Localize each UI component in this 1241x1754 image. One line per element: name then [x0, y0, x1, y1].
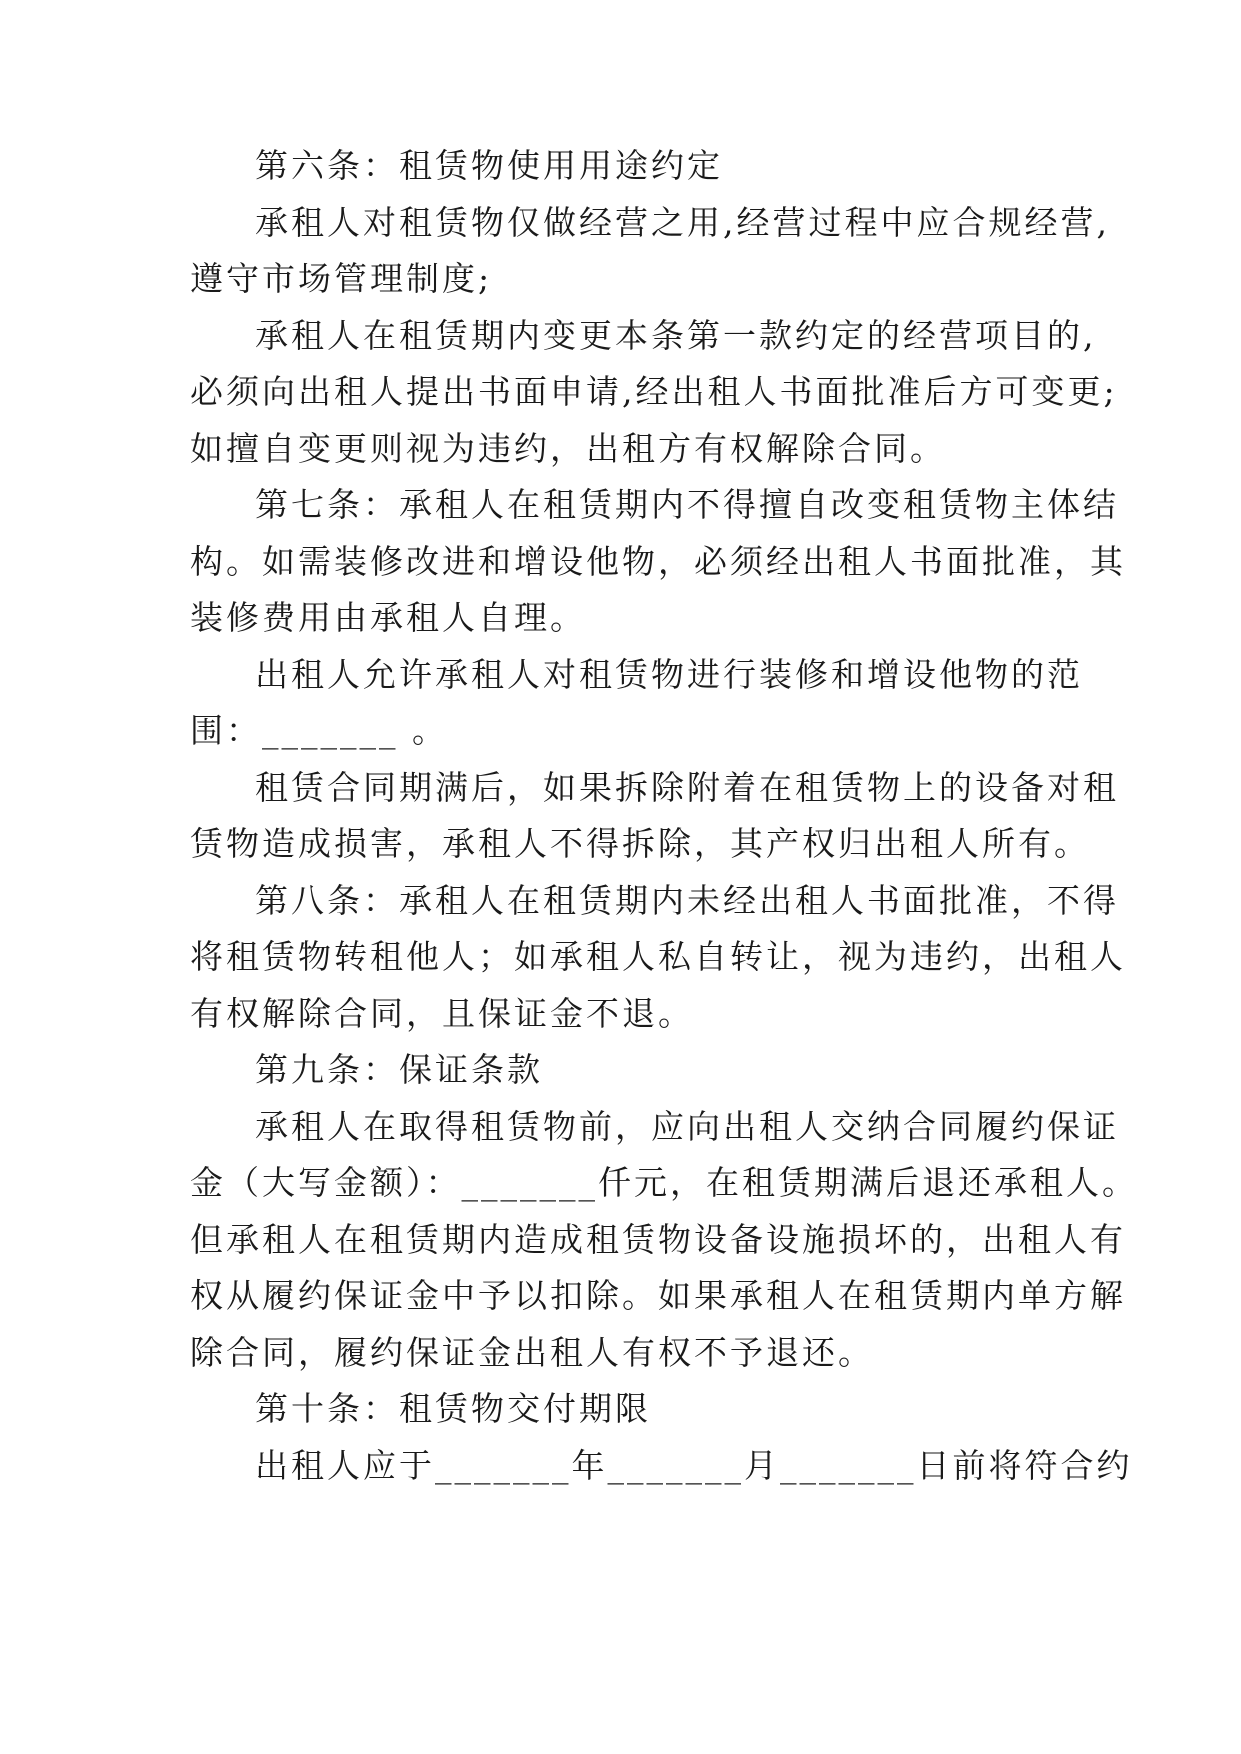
paragraph-line: 承租人在租赁期内变更本条第一款约定的经营项目的,: [255, 316, 1097, 355]
paragraph-line: 出租人允许承租人对租赁物进行装修和增设他物的范: [255, 655, 1083, 694]
article-6-heading: 第六条：租赁物使用用途约定: [255, 146, 723, 185]
paragraph-line: 遵守市场管理制度;: [190, 259, 493, 298]
paragraph-line: 承租人在取得租赁物前，应向出租人交纳合同履约保证: [255, 1107, 1119, 1146]
paragraph-line: 出租人应于_______年_______月_______日前将符合约: [255, 1446, 1133, 1485]
article-8-line: 第八条：承租人在租赁期内未经出租人书面批准，不得: [255, 881, 1119, 920]
paragraph-line: 必须向出租人提出书面申请,经出租人书面批准后方可变更;: [190, 372, 1118, 411]
article-10-heading: 第十条：租赁物交付期限: [255, 1389, 651, 1428]
paragraph-line: 有权解除合同，且保证金不退。: [190, 994, 694, 1033]
paragraph-line: 如擅自变更则视为违约，出租方有权解除合同。: [190, 429, 946, 468]
paragraph-line: 除合同，履约保证金出租人有权不予退还。: [190, 1333, 874, 1372]
article-7-line: 第七条：承租人在租赁期内不得擅自改变租赁物主体结: [255, 485, 1119, 524]
article-9-heading: 第九条：保证条款: [255, 1050, 543, 1089]
paragraph-line: 构。如需装修改进和增设他物，必须经出租人书面批准，其: [190, 542, 1126, 581]
paragraph-line: 租赁合同期满后，如果拆除附着在租赁物上的设备对租: [255, 768, 1119, 807]
paragraph-line: 但承租人在租赁期内造成租赁物设备设施损坏的，出租人有: [190, 1220, 1126, 1259]
paragraph-line: 围：_______ 。: [190, 711, 448, 750]
paragraph-line: 承租人对租赁物仅做经营之用,经营过程中应合规经营,: [255, 203, 1110, 242]
paragraph-line: 将租赁物转租他人；如承租人私自转让，视为违约，出租人: [190, 937, 1126, 976]
paragraph-line: 金（大写金额）：_______仟元，在租赁期满后退还承租人。: [190, 1163, 1138, 1202]
paragraph-line: 装修费用由承租人自理。: [190, 598, 586, 637]
paragraph-line: 赁物造成损害，承租人不得拆除，其产权归出租人所有。: [190, 824, 1090, 863]
paragraph-line: 权从履约保证金中予以扣除。如果承租人在租赁期内单方解: [190, 1276, 1126, 1315]
